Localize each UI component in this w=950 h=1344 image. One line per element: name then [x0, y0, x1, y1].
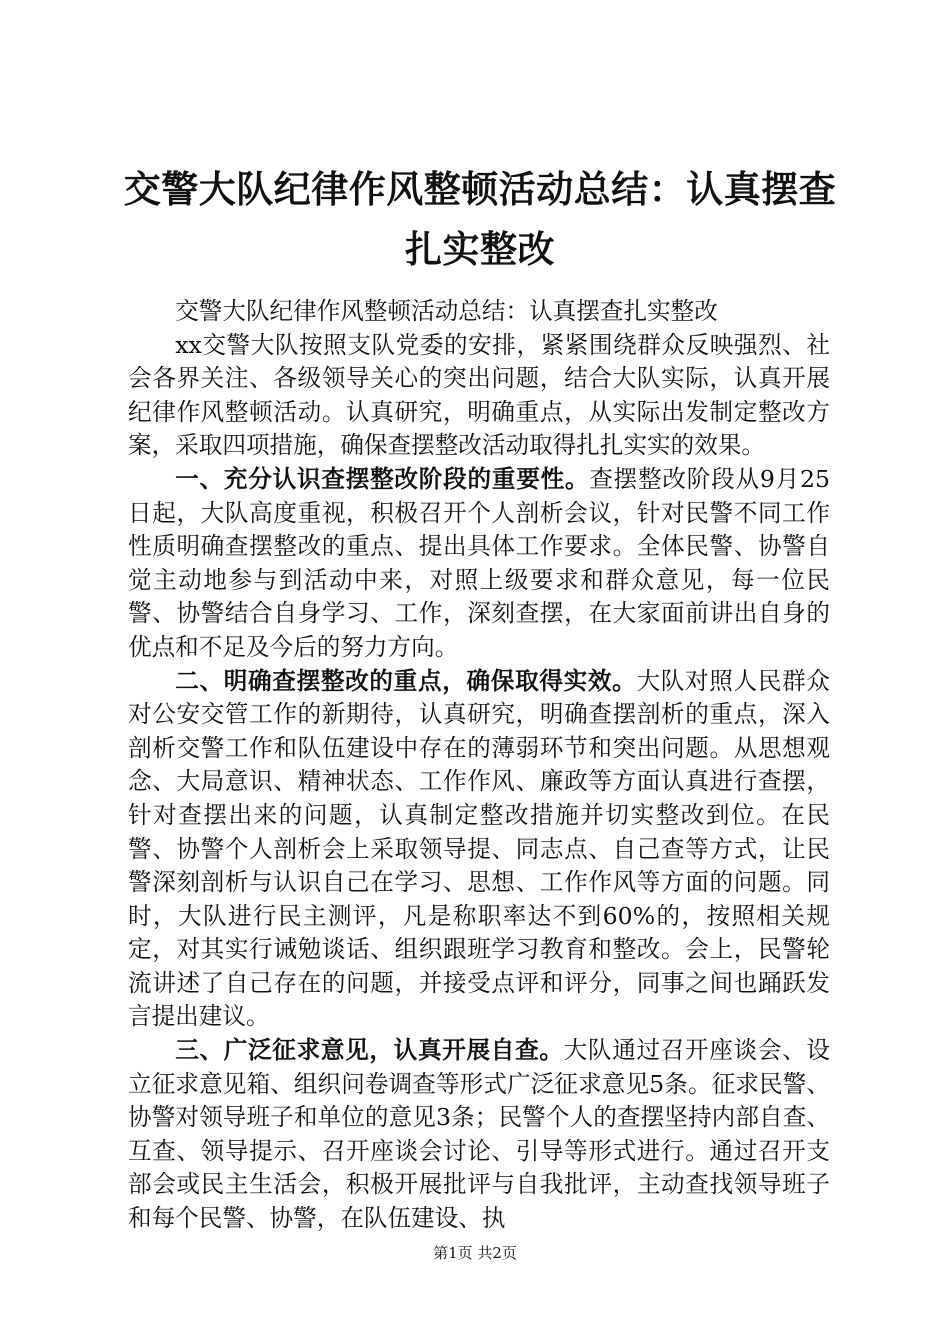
- paragraph: [128, 295, 830, 329]
- paragraph: [128, 463, 830, 665]
- paragraph-text: 大队对照人民群众对公安交管工作的新期待，认真研究，明确查摆剖析的重点，深入剖析交警工作和队伍建设中存在的薄弱环节和突出问题。从思想观念、大局意识、精神状态、工作作风、廉政等方面认真进行查摆，针对查摆出来的问题，认真制定整改措施并切实整改到位。在民警、协警个人剖析会上采取领导提、同志点、自己查等方式，让民警深刻剖析与认识自己在学习、思想、工作作风等方面的问题。同时，大队进行民主测评，凡是称职率达不到60%的，按照相关规定，对其实行诫勉谈话、组织跟班学习教育和整改。会上，民警轮流讲述了自己存在的问题，并接受点评和评分，同事之间也踊跃发言提出建议。: [128, 666, 831, 1031]
- paragraph-text: 大队通过召开座谈会、设立征求意见箱、组织问卷调查等形式广泛征求意见5条。征求民警、协警对领导班子和单位的意见3条；民警个人的查摆坚持内部自查、互查、领导提示、召开座谈会讨论、引导等形式进行。通过召开支部会或民主生活会，积极开展批评与自我批评，主动查找领导班子和每个民警、协警，在队伍建设、执: [128, 1036, 831, 1233]
- document-title: 交警大队纪律作风整顿活动总结：认真摆查扎实整改: [123, 168, 837, 271]
- paragraph: [128, 1034, 830, 1236]
- paragraph: [128, 329, 830, 463]
- document-body: [128, 295, 830, 1236]
- page-footer: 第1页 共2页: [433, 1244, 517, 1262]
- paragraph-text: 交警大队纪律作风整顿活动总结：认真摆查扎实整改: [175, 297, 718, 325]
- paragraph-text: 查摆整改阶段从9月25日起，大队高度重视，积极召开个人剖析会议，针对民警不同工作性质明确查摆整改的重点、提出具体工作要求。全体民警、协警自觉主动地参与到活动中来，对照上级要求和群众意见，每一位民警、协警结合自身学习、工作，深刻查摆，在大家面前讲出自身的优点和不足及今后的努力方向。: [128, 464, 830, 661]
- paragraph: [128, 665, 830, 1035]
- paragraph-heading: 二、明确查摆整改的重点，确保取得实效。: [175, 666, 637, 695]
- paragraph-heading: 三、广泛征求意见，认真开展自查。: [175, 1036, 564, 1065]
- paragraph-text: xx交警大队按照支队党委的安排，紧紧围绕群众反映强烈、社会各界关注、各级领导关心的突出问题，结合大队实际，认真开展纪律作风整顿活动。认真研究，明确重点，从实际出发制定整改方案，采取四项措施，确保查摆整改活动取得扎扎实实的效果。: [128, 330, 830, 460]
- paragraph-heading: 一、充分认识查摆整改阶段的重要性。: [175, 464, 590, 493]
